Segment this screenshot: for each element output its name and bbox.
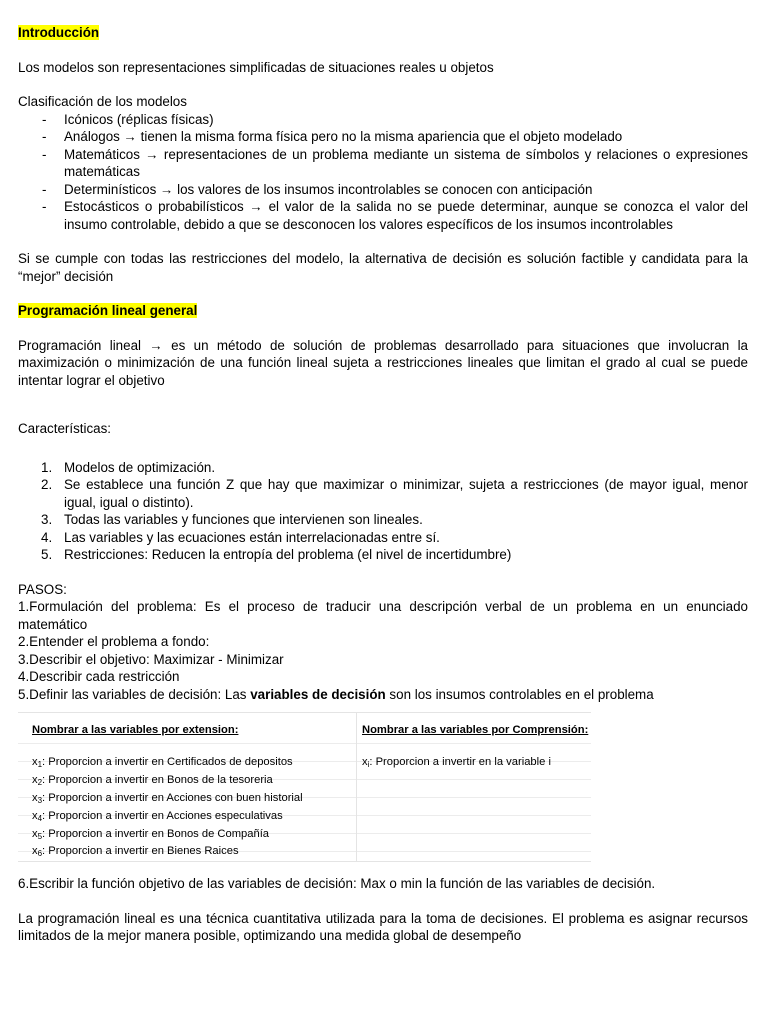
classification-title: Clasificación de los modelos <box>18 94 187 109</box>
intro-heading: Introducción <box>18 25 100 40</box>
table-row: $x_2$: Proporcion a invertir en Bonos de la tesoreria <box>32 774 273 787</box>
list-item: - Matemáticos → representaciones de un problema mediante un sistema de símbolos y relaciones o expresiones matemáticas <box>18 146 748 181</box>
closing-paragraph: La programación lineal es una técnica cuantitativa utilizada para la toma de decisiones. El problema es asignar recursos limitados de la mejor manera posible, optimizando una medida global de desempeño <box>18 910 748 943</box>
table-header: Nombrar a las variables por Comprensión: <box>362 724 589 736</box>
table-column-comprehension <box>356 713 592 861</box>
plg-definition: Programación lineal → es un método de solución de problemas desarrollado para situaciones que involucran la maximización o minimización de una función lineal sujeta a restricciones lineales que limitan el grado al cual se puede intentar lograr el objetivo <box>18 337 748 388</box>
table-row: $x_3$: Proporcion a invertir en Acciones con buen historial <box>32 792 303 805</box>
list-item: 2. Se establece una función Z que hay que maximizar o minimizar, sujeta a restricciones (de mayor igual, menor igual, igual o distinto). <box>41 477 748 510</box>
step-5: 5.Definir las variables de decisión: Las variables de decisión son los insumos controlables en el problema <box>18 686 654 702</box>
intro-definition: Los modelos son representaciones simplificadas de situaciones reales u objetos <box>18 59 494 75</box>
step-3: 3.Describir el objetivo: Maximizar - Minimizar <box>18 651 284 667</box>
steps-title: PASOS: <box>18 581 67 597</box>
list-item: - Icónicos (réplicas físicas) <box>18 111 748 129</box>
list-item: - Determinísticos → los valores de los insumos incontrolables se conocen con anticipación <box>18 181 748 199</box>
table-header: Nombrar a las variables por extension: <box>32 724 239 736</box>
list-item: 4. Las variables y las ecuaciones están interrelacionadas entre sí. <box>41 529 440 545</box>
classification-list <box>18 111 748 234</box>
characteristics-list <box>18 459 748 564</box>
step-4: 4.Describir cada restricción <box>18 669 180 684</box>
list-item: - Estocásticos o probabilísticos → el valor de la salida no se puede determinar, aunque se conozca el valor del insumo controlable, debido a que se desconocen los valores específicos de los insumos incontrolables <box>18 198 748 233</box>
table-column-extension <box>18 713 356 861</box>
decision-variables-term: variables de decisión <box>250 686 386 702</box>
table-row: $x_4$: Proporcion a invertir en Acciones especulativas <box>32 810 283 823</box>
step-6: 6.Escribir la función objetivo de las variables de decisión: Max o min la función de las variables de decisión. <box>18 876 656 891</box>
step-2: 2.Entender el problema a fondo: <box>18 634 210 649</box>
table-row: $x_1$: Proporcion a invertir en Certificados de depositos <box>32 756 293 769</box>
feasible-paragraph: Si se cumple con todas las restricciones del modelo, la alternativa de decisión es solución factible y candidata para la “mejor” decisión <box>18 251 748 284</box>
list-item: 5. Restricciones: Reducen la entropía del problema (el nivel de incertidumbre) <box>41 547 512 562</box>
list-item: 1. Modelos de optimización. <box>41 459 216 475</box>
list-item: - Análogos → tienen la misma forma física pero no la misma apariencia que el objeto modelado <box>18 128 748 146</box>
plg-heading: Programación lineal general <box>18 303 198 318</box>
document-page <box>18 24 748 945</box>
table-row: $x_6$: Proporcion a invertir en Bienes Raices <box>32 845 239 858</box>
characteristics-title: Características: <box>18 421 112 436</box>
table-row: $x_5$: Proporcion a invertir en Bonos de Compañía <box>32 828 270 841</box>
variables-table <box>18 712 591 862</box>
table-row: $x_i$: Proporcion a invertir en la variable i <box>362 756 551 769</box>
list-item: 3. Todas las variables y funciones que intervienen son lineales. <box>41 512 423 527</box>
step-1: 1.Formulación del problema: Es el proceso de traducir una descripción verbal de un problema en un enunciado matemático <box>18 599 748 632</box>
